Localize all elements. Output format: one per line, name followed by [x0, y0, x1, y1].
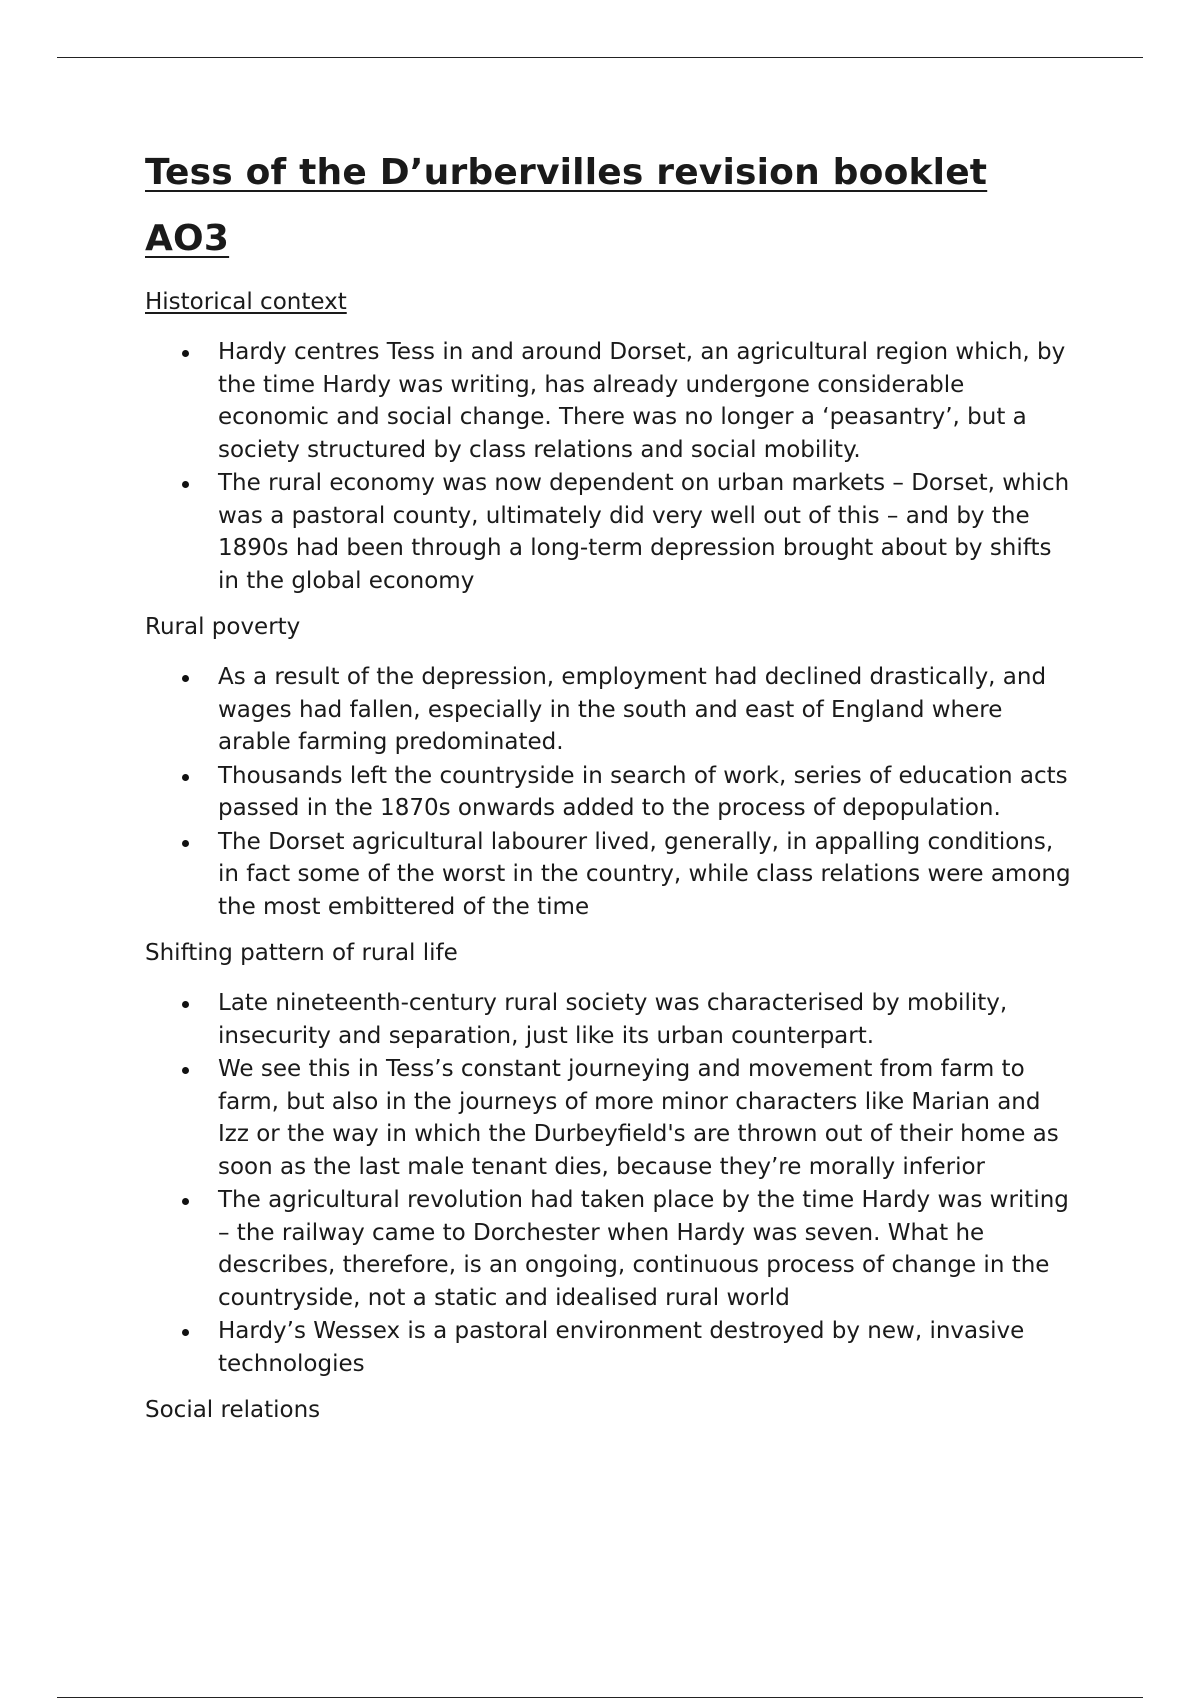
section-heading-historical-context: Historical context — [145, 289, 347, 315]
list-item — [145, 1315, 1075, 1380]
list-item-text: Hardy centres Tess in and around Dorset, an agricultural region which, by the time Hardy was writing, has already undergone considerable economic and social change. There was no longer a ‘peasantry’, but a society structured by class relations and social mobility. — [218, 339, 1066, 463]
document-body — [145, 140, 1075, 1426]
bullet-icon — [182, 774, 189, 781]
list-item-text: Hardy’s Wessex is a pastoral environment destroyed by new, invasive technologies — [218, 1318, 1025, 1377]
list-item — [145, 826, 1075, 924]
bullet-icon — [182, 350, 189, 357]
list-item — [145, 336, 1075, 466]
bullet-icon — [182, 1198, 189, 1205]
list-item-text: Thousands left the countryside in search of work, series of education acts passed in the 1870s onwards added to the process of depopulation. — [218, 762, 1068, 821]
bottom-rule — [57, 1697, 1143, 1698]
bullet-icon — [182, 1001, 189, 1008]
section-heading-shifting-pattern: Shifting pattern of rural life — [145, 940, 458, 966]
list-item-text: The Dorset agricultural labourer lived, generally, in appalling conditions, in fact some of the worst in the country, while class relations were among the most embittered of the time — [218, 828, 1071, 920]
bullet-icon — [182, 675, 189, 682]
bullet-icon — [182, 840, 189, 847]
top-rule — [57, 57, 1143, 58]
list-item-text: The agricultural revolution had taken place by the time Hardy was writing – the railway came to Dorchester when Hardy was seven. What he describes, therefore, is an ongoing, continuous process of change in the countryside, not a static and idealised rural world — [218, 1187, 1069, 1311]
list-item-text: Late nineteenth-century rural society was characterised by mobility, insecurity and separation, just like its urban counterpart. — [218, 990, 1008, 1049]
bullet-list-historical-context — [145, 336, 1075, 597]
document-title: Tess of the D’urbervilles revision booklet — [145, 152, 988, 193]
bullet-icon — [182, 1067, 189, 1074]
list-item — [145, 1184, 1075, 1314]
list-item — [145, 1053, 1075, 1183]
list-item-text: The rural economy was now dependent on urban markets – Dorset, which was a pastoral county, ultimately did very well out of this – and by the 1890s had been through a long-term depression brought about by shifts in the global economy — [218, 470, 1070, 594]
list-item — [145, 987, 1075, 1052]
assessment-objective-heading: AO3 — [145, 218, 230, 259]
section-heading-rural-poverty: Rural poverty — [145, 614, 301, 640]
list-item — [145, 760, 1075, 825]
section-heading-social-relations: Social relations — [145, 1397, 321, 1423]
bullet-list-rural-poverty — [145, 661, 1075, 923]
bullet-icon — [182, 1329, 189, 1336]
list-item-text: We see this in Tess’s constant journeying and movement from farm to farm, but also in the journeys of more minor characters like Marian and Izz or the way in which the Durbeyfield's are thrown out of their home as soon as the last male tenant dies, because they’re morally inferior — [218, 1056, 1059, 1180]
list-item — [145, 467, 1075, 597]
list-item-text: As a result of the depression, employment had declined drastically, and wages had fallen, especially in the south and east of England where arable farming predominated. — [218, 664, 1047, 755]
list-item — [145, 661, 1075, 759]
bullet-icon — [182, 481, 189, 488]
bullet-list-shifting-pattern — [145, 987, 1075, 1380]
